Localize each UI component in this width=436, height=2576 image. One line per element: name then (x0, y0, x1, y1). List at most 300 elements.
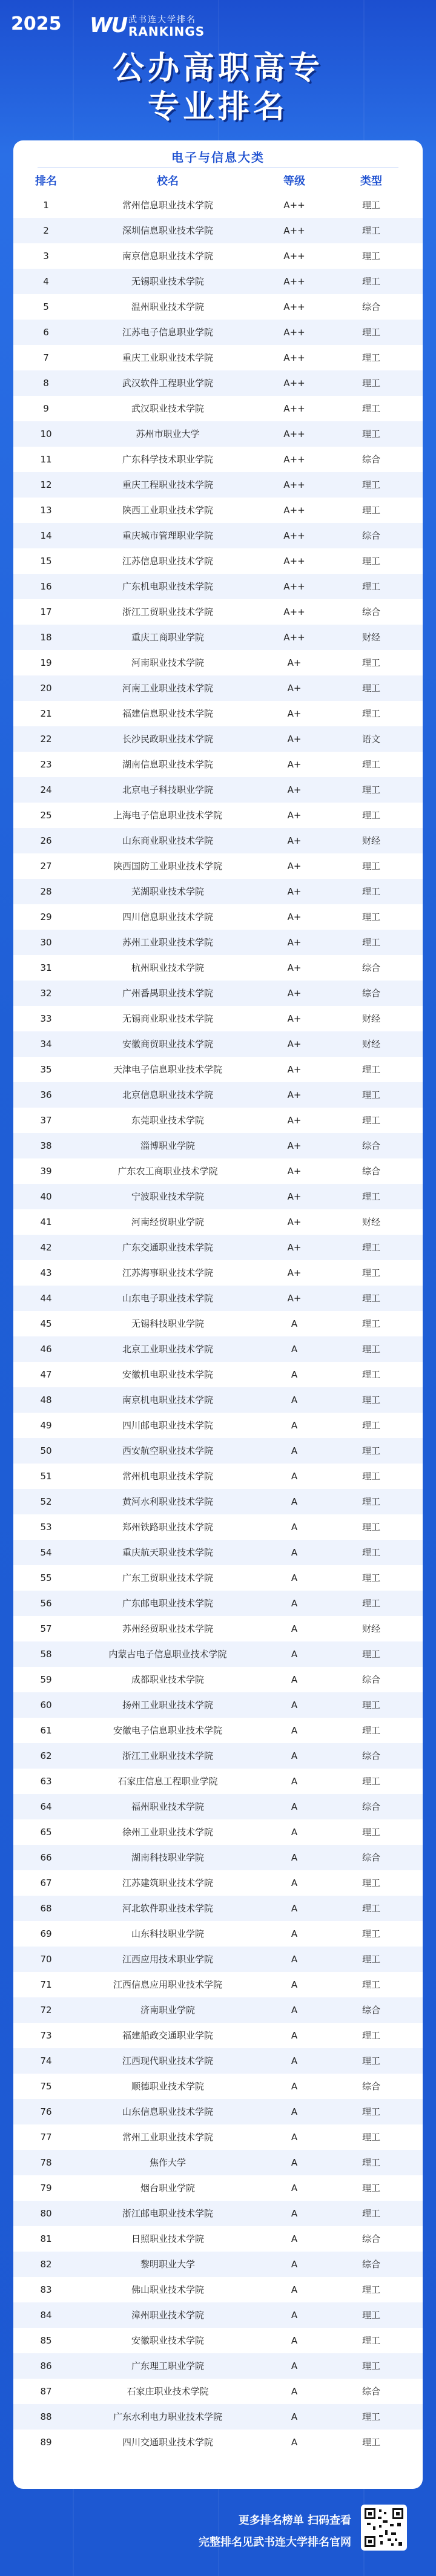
type-cell: 综合 (362, 1852, 380, 1863)
school-name-cell: 江西应用技术职业学院 (122, 1954, 213, 1965)
school-name-cell: 四川信息职业技术学院 (122, 912, 213, 922)
grade-cell: A+ (287, 683, 302, 694)
school-name-cell: 内蒙古电子信息职业技术学院 (108, 1649, 227, 1660)
logo-mark: WU (90, 13, 127, 38)
type-cell: 理工 (362, 784, 380, 795)
table-row (13, 1006, 423, 1031)
type-cell: 综合 (362, 988, 380, 999)
rank-cell: 52 (40, 1496, 52, 1507)
school-name-cell: 常州机电职业技术学院 (122, 1471, 213, 1482)
rank-cell: 86 (40, 2361, 52, 2371)
school-name-cell: 石家庄信息工程职业学院 (117, 1776, 218, 1787)
table-row (13, 218, 423, 243)
table-row (13, 726, 423, 752)
rank-cell: 13 (40, 505, 52, 516)
rank-cell: 58 (40, 1649, 52, 1660)
type-cell: 理工 (362, 1649, 380, 1660)
table-row (13, 2328, 423, 2353)
table-row (13, 1184, 423, 1209)
grade-cell: A++ (283, 251, 305, 261)
rank-cell: 69 (40, 1928, 52, 1939)
grade-cell: A (291, 1903, 298, 1914)
school-name-cell: 河南职业技术学院 (131, 657, 204, 668)
school-name-cell: 黎明职业大学 (140, 2259, 195, 2270)
table-row (13, 1718, 423, 1743)
table-row (13, 1438, 423, 1464)
grade-cell: A++ (283, 530, 305, 541)
grade-cell: A (291, 1445, 298, 1456)
table-row (13, 1997, 423, 2023)
grade-cell: A++ (283, 479, 305, 490)
header-type: 类型 (360, 175, 382, 188)
type-cell: 理工 (362, 251, 380, 261)
type-cell: 理工 (362, 1445, 380, 1456)
type-cell: 理工 (362, 1598, 380, 1609)
type-cell: 综合 (362, 1674, 380, 1685)
rank-cell: 2 (43, 225, 49, 236)
table-row (13, 1209, 423, 1235)
grade-cell: A+ (287, 734, 302, 744)
table-row (13, 1133, 423, 1158)
type-cell: 理工 (362, 2030, 380, 2041)
grade-cell: A (291, 1878, 298, 1888)
type-cell: 理工 (362, 1318, 380, 1329)
school-name-cell: 湖南科技职业学院 (131, 1852, 204, 1863)
type-cell: 理工 (362, 429, 380, 439)
type-cell: 理工 (362, 1115, 380, 1126)
rank-cell: 73 (40, 2030, 52, 2041)
school-name-cell: 安徽职业技术学院 (131, 2335, 204, 2346)
rank-cell: 23 (40, 759, 52, 770)
grade-cell: A++ (283, 403, 305, 414)
rank-cell: 32 (40, 988, 52, 999)
grade-cell: A+ (287, 835, 302, 846)
grade-cell: A++ (283, 454, 305, 465)
grade-cell: A+ (287, 1064, 302, 1075)
table-row (13, 1031, 423, 1057)
logo-english-name: RANKINGS (128, 24, 205, 39)
school-name-cell: 江苏海事职业技术学院 (122, 1267, 213, 1278)
grade-cell: A+ (287, 1089, 302, 1100)
rank-cell: 1 (43, 200, 49, 211)
school-name-cell: 宁波职业技术学院 (131, 1191, 204, 1202)
rank-cell: 88 (40, 2411, 52, 2422)
grade-cell: A+ (287, 1115, 302, 1126)
rank-cell: 33 (40, 1013, 52, 1024)
school-name-cell: 武汉软件工程职业学院 (122, 378, 213, 389)
grade-cell: A+ (287, 1140, 302, 1151)
table-row (13, 1896, 423, 1921)
rank-cell: 28 (40, 886, 52, 897)
table-row (13, 625, 423, 650)
rank-cell: 16 (40, 581, 52, 592)
grade-cell: A+ (287, 1166, 302, 1177)
school-name-cell: 陕西工业职业技术学院 (122, 505, 213, 516)
school-name-cell: 山东商业职业技术学院 (122, 835, 213, 846)
school-name-cell: 福建信息职业技术学院 (122, 708, 213, 719)
rank-cell: 5 (43, 301, 49, 312)
grade-cell: A+ (287, 1267, 302, 1278)
rank-cell: 8 (43, 378, 49, 389)
type-cell: 财经 (362, 1039, 380, 1050)
type-cell: 综合 (362, 962, 380, 973)
rank-cell: 81 (40, 2233, 52, 2244)
rank-cell: 45 (40, 1318, 52, 1329)
table-row (13, 2150, 423, 2175)
grade-cell: A (291, 1979, 298, 1990)
rank-cell: 31 (40, 962, 52, 973)
table-row (13, 1082, 423, 1108)
rank-cell: 12 (40, 479, 52, 490)
rank-cell: 68 (40, 1903, 52, 1914)
type-cell: 财经 (362, 1013, 380, 1024)
rank-cell: 67 (40, 1878, 52, 1888)
type-cell: 综合 (362, 1140, 380, 1151)
header-school: 校名 (157, 175, 179, 188)
school-name-cell: 江苏建筑职业技术学院 (122, 1878, 213, 1888)
grade-cell: A+ (287, 1242, 302, 1253)
school-name-cell: 天津电子信息职业技术学院 (113, 1064, 222, 1075)
type-cell: 理工 (362, 810, 380, 821)
type-cell: 理工 (362, 683, 380, 694)
rank-cell: 76 (40, 2106, 52, 2117)
grade-cell: A (291, 2310, 298, 2321)
rank-cell: 61 (40, 1725, 52, 1736)
type-cell: 理工 (362, 1267, 380, 1278)
school-name-cell: 陕西国防工业职业技术学院 (113, 861, 222, 872)
table-row (13, 1591, 423, 1616)
grade-cell: A+ (287, 1217, 302, 1227)
school-name-cell: 南京信息职业技术学院 (122, 251, 213, 261)
rank-cell: 43 (40, 1267, 52, 1278)
school-name-cell: 四川交通职业技术学院 (122, 2437, 213, 2448)
rank-cell: 84 (40, 2310, 52, 2321)
type-cell: 理工 (362, 1700, 380, 1710)
grade-cell: A (291, 2005, 298, 2016)
school-name-cell: 浙江邮电职业技术学院 (122, 2208, 213, 2219)
rank-cell: 83 (40, 2284, 52, 2295)
school-name-cell: 无锡商业职业技术学院 (122, 1013, 213, 1024)
school-name-cell: 日照职业技术学院 (131, 2233, 204, 2244)
rank-cell: 37 (40, 1115, 52, 1126)
type-cell: 理工 (362, 378, 380, 389)
type-cell: 理工 (362, 861, 380, 872)
type-cell: 理工 (362, 1725, 380, 1736)
table-row (13, 2048, 423, 2074)
type-cell: 理工 (362, 1471, 380, 1482)
table-row (13, 1692, 423, 1718)
rank-cell: 79 (40, 2183, 52, 2193)
header-grade: 等级 (283, 175, 305, 188)
type-cell: 理工 (362, 1827, 380, 1838)
type-cell: 语文 (362, 734, 380, 744)
school-name-cell: 江西现代职业技术学院 (122, 2055, 213, 2066)
school-name-cell: 安徽机电职业技术学院 (122, 1369, 213, 1380)
ranking-table-body (13, 192, 423, 2455)
type-cell: 理工 (362, 1420, 380, 1431)
school-name-cell: 湖南信息职业技术学院 (122, 759, 213, 770)
grade-cell: A+ (287, 861, 302, 872)
school-name-cell: 武汉职业技术学院 (131, 403, 204, 414)
school-name-cell: 上海电子信息职业技术学院 (113, 810, 222, 821)
type-cell: 理工 (362, 1776, 380, 1787)
school-name-cell: 安徽电子信息职业技术学院 (113, 1725, 222, 1736)
type-cell: 理工 (362, 912, 380, 922)
table-row (13, 2074, 423, 2099)
rank-cell: 82 (40, 2259, 52, 2270)
grade-cell: A+ (287, 962, 302, 973)
grade-cell: A+ (287, 937, 302, 948)
rank-cell: 20 (40, 683, 52, 694)
rank-cell: 10 (40, 429, 52, 439)
school-name-cell: 广东水利电力职业技术学院 (113, 2411, 222, 2422)
table-row (13, 447, 423, 472)
table-row (13, 1235, 423, 1260)
grade-cell: A (291, 1471, 298, 1482)
grade-cell: A++ (283, 225, 305, 236)
table-row (13, 370, 423, 396)
grade-cell: A+ (287, 657, 302, 668)
type-cell: 理工 (362, 2310, 380, 2321)
school-name-cell: 广东理工职业学院 (131, 2361, 204, 2371)
grade-cell: A++ (283, 378, 305, 389)
grade-cell: A (291, 1522, 298, 1533)
table-row (13, 777, 423, 803)
school-name-cell: 徐州工业职业技术学院 (122, 1827, 213, 1838)
table-row (13, 320, 423, 345)
table-row (13, 396, 423, 421)
grade-cell: A+ (287, 1293, 302, 1304)
rank-cell: 78 (40, 2157, 52, 2168)
school-name-cell: 芜湖职业技术学院 (131, 886, 204, 897)
rank-cell: 25 (40, 810, 52, 821)
rank-cell: 80 (40, 2208, 52, 2219)
table-row (13, 1845, 423, 1870)
rank-cell: 60 (40, 1700, 52, 1710)
rank-cell: 29 (40, 912, 52, 922)
table-row (13, 2302, 423, 2328)
type-cell: 理工 (362, 327, 380, 338)
rank-cell: 56 (40, 1598, 52, 1609)
type-cell: 理工 (362, 1089, 380, 1100)
header-rank: 排名 (35, 175, 57, 188)
rank-cell: 17 (40, 606, 52, 617)
table-row (13, 192, 423, 218)
grade-cell: A (291, 1318, 298, 1329)
grade-cell: A (291, 2132, 298, 2143)
grade-cell: A (291, 2411, 298, 2422)
grade-cell: A++ (283, 632, 305, 643)
rank-cell: 70 (40, 1954, 52, 1965)
school-name-cell: 广东工贸职业技术学院 (122, 1572, 213, 1583)
school-name-cell: 广东科学技术职业学院 (122, 454, 213, 465)
grade-cell: A+ (287, 988, 302, 999)
rank-cell: 71 (40, 1979, 52, 1990)
type-cell: 理工 (362, 2106, 380, 2117)
school-name-cell: 重庆航天职业技术学院 (122, 1547, 213, 1558)
school-name-cell: 广州番禺职业技术学院 (122, 988, 213, 999)
type-cell: 综合 (362, 1750, 380, 1761)
grade-cell: A (291, 2437, 298, 2448)
rank-cell: 9 (43, 403, 49, 414)
grade-cell: A++ (283, 581, 305, 592)
table-row (13, 981, 423, 1006)
table-row (13, 1336, 423, 1362)
rank-cell: 53 (40, 1522, 52, 1533)
rank-cell: 85 (40, 2335, 52, 2346)
page-title-line1: 公办高职高专 (112, 50, 323, 87)
grade-cell: A++ (283, 606, 305, 617)
logo-chinese-name: 武书连大学排名 (128, 15, 196, 25)
type-cell: 理工 (362, 1547, 380, 1558)
type-cell: 理工 (362, 1878, 380, 1888)
rank-cell: 62 (40, 1750, 52, 1761)
rank-cell: 47 (40, 1369, 52, 1380)
grade-cell: A++ (283, 429, 305, 439)
table-row (13, 2277, 423, 2302)
type-cell: 财经 (362, 835, 380, 846)
table-row (13, 472, 423, 498)
type-cell: 综合 (362, 2386, 380, 2397)
table-row (13, 2124, 423, 2150)
type-cell: 理工 (362, 479, 380, 490)
grade-cell: A (291, 2233, 298, 2244)
grade-cell: A (291, 2361, 298, 2371)
rank-cell: 54 (40, 1547, 52, 1558)
school-name-cell: 广东交通职业技术学院 (122, 1242, 213, 1253)
grade-cell: A (291, 1928, 298, 1939)
school-name-cell: 安徽商贸职业技术学院 (122, 1039, 213, 1050)
footer-source-note: 完整排名见武书连大学排名官网 (199, 2536, 351, 2549)
school-name-cell: 东莞职业技术学院 (131, 1115, 204, 1126)
grade-cell: A (291, 1674, 298, 1685)
grade-cell: A (291, 1827, 298, 1838)
page-footer (0, 2489, 436, 2576)
rank-cell: 19 (40, 657, 52, 668)
grade-cell: A (291, 1623, 298, 1634)
grade-cell: A (291, 2335, 298, 2346)
school-name-cell: 常州工业职业技术学院 (122, 2132, 213, 2143)
type-cell: 理工 (362, 1496, 380, 1507)
school-name-cell: 顺德职业技术学院 (131, 2081, 204, 2092)
grade-cell: A (291, 1572, 298, 1583)
type-cell: 理工 (362, 2284, 380, 2295)
school-name-cell: 江西信息应用职业技术学院 (113, 1979, 222, 1990)
grade-cell: A (291, 1649, 298, 1660)
type-cell: 综合 (362, 1801, 380, 1812)
table-row (13, 1387, 423, 1413)
grade-cell: A (291, 1547, 298, 1558)
school-name-cell: 烟台职业学院 (140, 2183, 195, 2193)
rank-cell: 89 (40, 2437, 52, 2448)
type-cell: 综合 (362, 2005, 380, 2016)
table-row (13, 1616, 423, 1641)
rank-cell: 40 (40, 1191, 52, 1202)
rank-cell: 4 (43, 276, 49, 287)
grade-cell: A+ (287, 912, 302, 922)
type-cell: 理工 (362, 1369, 380, 1380)
table-row (13, 1921, 423, 1947)
rank-cell: 64 (40, 1801, 52, 1812)
table-row (13, 345, 423, 370)
school-name-cell: 深圳信息职业技术学院 (122, 225, 213, 236)
rank-cell: 46 (40, 1344, 52, 1355)
school-name-cell: 常州信息职业技术学院 (122, 200, 213, 211)
ranking-card (13, 140, 423, 2489)
table-row (13, 2023, 423, 2048)
school-name-cell: 苏州工业职业技术学院 (122, 937, 213, 948)
rank-cell: 63 (40, 1776, 52, 1787)
rank-cell: 26 (40, 835, 52, 846)
rank-cell: 7 (43, 352, 49, 363)
type-cell: 理工 (362, 937, 380, 948)
table-row (13, 955, 423, 981)
rank-cell: 18 (40, 632, 52, 643)
table-row (13, 1311, 423, 1336)
school-name-cell: 温州职业技术学院 (131, 301, 204, 312)
table-row (13, 2353, 423, 2379)
table-row (13, 904, 423, 930)
grade-cell: A (291, 1395, 298, 1405)
rank-cell: 48 (40, 1395, 52, 1405)
rank-cell: 22 (40, 734, 52, 744)
rank-cell: 42 (40, 1242, 52, 1253)
type-cell: 理工 (362, 1954, 380, 1965)
type-cell: 理工 (362, 2208, 380, 2219)
type-cell: 理工 (362, 2335, 380, 2346)
table-row (13, 498, 423, 523)
table-row (13, 2252, 423, 2277)
type-cell: 理工 (362, 1064, 380, 1075)
school-name-cell: 四川邮电职业技术学院 (122, 1420, 213, 1431)
table-row (13, 2201, 423, 2226)
school-name-cell: 福州职业技术学院 (131, 1801, 204, 1812)
table-header (13, 171, 423, 192)
type-cell: 理工 (362, 2055, 380, 2066)
rank-cell: 77 (40, 2132, 52, 2143)
table-row (13, 1362, 423, 1387)
rank-cell: 30 (40, 937, 52, 948)
school-name-cell: 焦作大学 (149, 2157, 186, 2168)
rank-cell: 57 (40, 1623, 52, 1634)
school-name-cell: 江苏信息职业技术学院 (122, 556, 213, 567)
type-cell: 理工 (362, 1572, 380, 1583)
type-cell: 理工 (362, 1344, 380, 1355)
grade-cell: A (291, 2106, 298, 2117)
type-cell: 理工 (362, 1979, 380, 1990)
qr-code-icon[interactable] (361, 2505, 407, 2551)
table-row (13, 421, 423, 447)
school-name-cell: 北京工业职业技术学院 (122, 1344, 213, 1355)
table-row (13, 853, 423, 879)
grade-cell: A (291, 2081, 298, 2092)
type-cell: 综合 (362, 606, 380, 617)
school-name-cell: 重庆工程职业技术学院 (122, 479, 213, 490)
table-row (13, 1819, 423, 1845)
table-row (13, 2175, 423, 2201)
school-name-cell: 长沙民政职业技术学院 (122, 734, 213, 744)
type-cell: 理工 (362, 1928, 380, 1939)
school-name-cell: 浙江工贸职业技术学院 (122, 606, 213, 617)
type-cell: 综合 (362, 1166, 380, 1177)
table-row (13, 1514, 423, 1540)
grade-cell: A (291, 1420, 298, 1431)
school-name-cell: 西安航空职业技术学院 (122, 1445, 213, 1456)
school-name-cell: 重庆工业职业技术学院 (122, 352, 213, 363)
brand-logo (90, 11, 235, 42)
school-name-cell: 广东机电职业技术学院 (122, 581, 213, 592)
grade-cell: A (291, 1496, 298, 1507)
